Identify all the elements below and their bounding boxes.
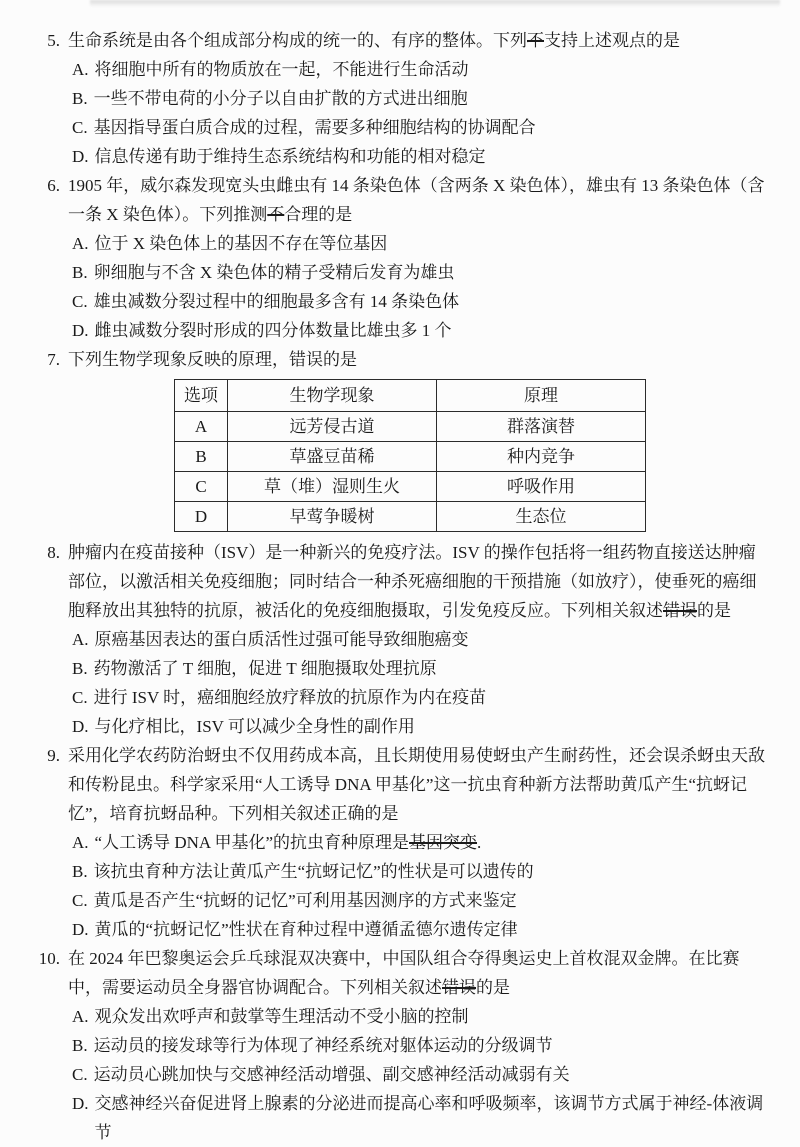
table-header-cell: 选项 [175,380,228,412]
option-label: B. [72,1036,88,1055]
option-label: D. [72,1094,89,1113]
option-text [94,1060,766,1089]
option-label: A. [72,630,89,649]
question-stem [68,345,766,374]
option-label: D. [72,321,89,340]
question-stem [68,26,766,55]
table-cell: 早莺争暖树 [228,502,437,532]
option-text [95,625,766,654]
option-label: A. [72,833,89,852]
stem-text: 的是 [476,978,510,997]
option-strike: 基因突变 [409,833,478,852]
question-number: 6. [47,176,60,195]
option-label: C. [72,688,88,707]
option-row [68,258,766,287]
option-text [94,654,766,683]
option-row [68,287,766,316]
option-text [95,1002,766,1031]
scan-artifact [90,0,780,7]
stem-text: 生命系统是由各个组成部分构成的统一的、有序的整体。下列 [68,31,527,50]
stem-emphasis: 不 [267,205,285,224]
question-number: 5. [47,31,60,50]
option-text [95,229,766,258]
option-label: B. [72,89,88,108]
table-row [175,472,646,502]
stem-text: 下列生物学现象反映的原理，错误的是 [68,350,357,369]
table-cell: A [175,412,228,442]
option-row [68,113,766,142]
option-row [68,1060,766,1089]
option-text [94,1031,766,1060]
option-row [68,1002,766,1031]
question-number: 9. [47,746,60,765]
option-text-part: 运动员心跳加快与交感神经活动增强、副交感神经活动减弱有关 [93,1065,570,1084]
option-text [94,886,766,915]
stem-text: 支持上述观点的是 [544,31,680,50]
table-cell: 种内竞争 [437,442,646,472]
option-text-part: 基因指导蛋白质合成的过程，需要多种细胞结构的协调配合 [93,118,536,137]
option-text-part: 雄虫减数分裂过程中的细胞最多含有 14 条染色体 [93,292,460,311]
option-label: C. [72,292,88,311]
table-cell: 呼吸作用 [437,472,646,502]
option-row [68,857,766,886]
stem-text: 的是 [697,601,731,620]
table-cell: 群落演替 [437,412,646,442]
question-stem [68,171,766,229]
table-header-cell: 原理 [437,380,646,412]
option-label: A. [72,60,89,79]
option-label: D. [72,920,89,939]
table-cell: C [175,472,228,502]
stem-text: 1905 年，威尔森发现宽头虫雌虫有 14 条染色体（含两条 X 染色体），雄虫有 13 条染色体（含一条 X 染色体）。下列推测 [68,176,765,224]
option-text [94,84,766,113]
option-row [68,625,766,654]
option-row [68,828,766,857]
option-label: A. [72,234,89,253]
option-text-part: 一些不带电荷的小分子以自由扩散的方式进出细胞 [93,89,468,108]
question-body [68,944,766,1147]
option-label: C. [72,891,88,910]
option-text-part: 与化疗相比，ISV 可以减少全身性的副作用 [94,717,415,736]
option-text-part: 进行 ISV 时，癌细胞经放疗释放的抗原作为内在疫苗 [93,688,487,707]
option-text-part: “人工诱导 DNA 甲基化”的抗虫育种原理是 [94,833,410,852]
question-body [68,171,766,345]
option-label: C. [72,1065,88,1084]
table-row [175,502,646,532]
question-9 [30,741,766,944]
table-cell: 生态位 [437,502,646,532]
option-label: B. [72,862,88,881]
question-number: 8. [47,543,60,562]
option-text [94,258,766,287]
option-row [68,316,766,345]
option-text [95,915,766,944]
stem-emphasis: 不 [527,31,544,50]
option-text [94,683,766,712]
option-row [68,654,766,683]
option-text-part: 药物激活了 T 细胞，促进 T 细胞摄取处理抗原 [93,659,437,678]
table-header-cell: 生物学现象 [228,380,437,412]
stem-emphasis: 错误 [663,601,697,620]
option-text [95,712,766,741]
option-text-part: 卵细胞与不含 X 染色体的精子受精后发育为雄虫 [93,263,455,282]
option-row [68,886,766,915]
option-text-part: 该抗虫育种方法让黄瓜产生“抗蚜记忆”的性状是可以遗传的 [93,862,534,881]
option-row [68,1089,766,1147]
option-row [68,84,766,113]
question-number: 10. [38,949,60,968]
table-cell: B [175,442,228,472]
option-row [68,229,766,258]
stem-text: 采用化学农药防治蚜虫不仅用药成本高，且长期使用易使蚜虫产生耐药性，还会误杀蚜虫天敌和传粉昆虫。科学家采用“人工诱导 DNA 甲基化”这一抗虫育种新方法帮助黄瓜产生“抗蚜记忆”，培育抗蚜品种。下列相关叙述正确的是 [68,746,765,823]
option-text-part: 交感神经兴奋促进肾上腺素的分泌进而提高心率和呼吸频率，该调节方式属于神经-体液调节 [94,1094,764,1142]
option-text-part: 将细胞中所有的物质放在一起，不能进行生命活动 [94,60,469,79]
option-label: B. [72,659,88,678]
table-header-row [175,380,646,412]
question-10 [30,944,766,1147]
question-number: 7. [47,350,60,369]
question-6 [30,171,766,345]
option-text [95,828,766,857]
question-body [68,741,766,944]
option-text [95,55,766,84]
option-text-part: . [477,833,482,852]
stem-emphasis: 错误 [442,978,476,997]
option-text-part: 信息传递有助于维持生态系统结构和功能的相对稳定 [94,147,486,166]
question-body [68,345,766,538]
option-row [68,712,766,741]
option-label: A. [72,1007,89,1026]
option-row [68,1031,766,1060]
question-stem [68,741,766,828]
stem-text: 在 2024 年巴黎奥运会乒乓球混双决赛中，中国队组合夺得奥运史上首枚混双金牌。在比赛中，需要运动员全身器官协调配合。下列相关叙述 [68,949,740,997]
option-text [95,1089,766,1147]
stem-text: 肿瘤内在疫苗接种（ISV）是一种新兴的免疫疗法。ISV 的操作包括将一组药物直接送达肿瘤部位，以激活相关免疫细胞；同时结合一种杀死癌细胞的干预措施（如放疗），使垂死的癌细胞释放出其独特的抗原，被活化的免疫细胞摄取，引发免疫反应。下列相关叙述 [68,543,757,620]
option-text-part: 原癌基因表达的蛋白质活性过强可能导致细胞癌变 [94,630,469,649]
table-row [175,412,646,442]
option-text [94,857,766,886]
option-label: B. [72,263,88,282]
table-cell: 远芳侵古道 [228,412,437,442]
option-text-part: 黄瓜的“抗蚜记忆”性状在育种过程中遵循孟德尔遗传定律 [94,920,518,939]
table-cell: D [175,502,228,532]
option-text [95,316,766,345]
question-body [68,26,766,171]
question-stem [68,944,766,1002]
option-text [94,287,766,316]
question-body [68,538,766,741]
option-text-part: 黄瓜是否产生“抗蚜的记忆”可利用基因测序的方式来鉴定 [93,891,517,910]
question-8 [30,538,766,741]
table-cell: 草（堆）湿则生火 [228,472,437,502]
option-row [68,55,766,84]
option-label: D. [72,147,89,166]
question-5 [30,26,766,171]
option-text [95,142,766,171]
option-row [68,683,766,712]
option-text-part: 位于 X 染色体上的基因不存在等位基因 [94,234,388,253]
table-cell: 草盛豆苗稀 [228,442,437,472]
option-label: D. [72,717,89,736]
question-7 [30,345,766,538]
option-text [94,113,766,142]
biology-table [174,379,646,532]
option-row [68,142,766,171]
option-text-part: 观众发出欢呼声和鼓掌等生理活动不受小脑的控制 [94,1007,469,1026]
option-text-part: 运动员的接发球等行为体现了神经系统对躯体运动的分级调节 [93,1036,553,1055]
stem-text: 合理的是 [284,205,353,224]
question-stem [68,538,766,625]
option-label: C. [72,118,88,137]
option-row [68,915,766,944]
table-row [175,442,646,472]
option-text-part: 雌虫减数分裂时形成的四分体数量比雄虫多 1 个 [94,321,452,340]
